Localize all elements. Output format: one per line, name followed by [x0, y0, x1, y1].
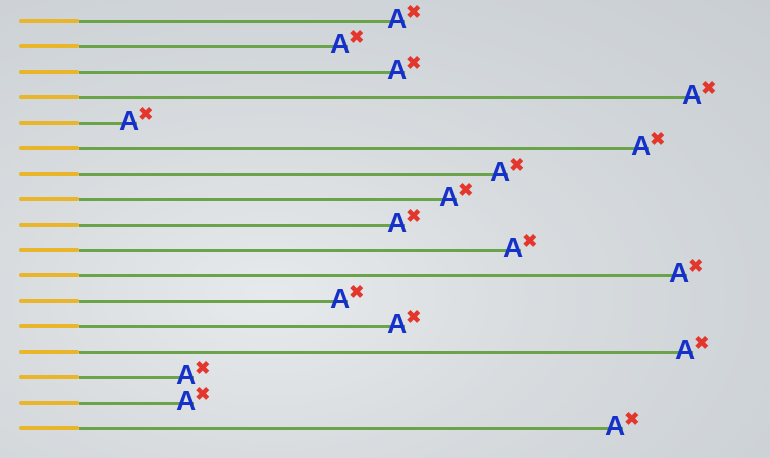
close-icon[interactable]: ✖ — [406, 2, 422, 22]
marker-letter: A — [176, 359, 197, 390]
bar-line — [79, 300, 348, 303]
marker-letter: A — [631, 130, 652, 161]
bar-prefix — [19, 324, 79, 328]
marker-letter: A — [176, 385, 197, 416]
marker-letter: A — [675, 334, 696, 365]
bar-line — [79, 20, 405, 23]
marker-letter: A — [682, 79, 703, 110]
close-icon[interactable]: ✖ — [349, 282, 365, 302]
marker-letter: A — [119, 105, 140, 136]
bar-line — [79, 71, 405, 74]
close-icon[interactable]: ✖ — [195, 384, 211, 404]
bar-prefix — [19, 70, 79, 74]
marker-letter: A — [387, 3, 408, 34]
bar-marker — [439, 180, 474, 212]
close-icon[interactable]: ✖ — [688, 256, 704, 276]
bar-prefix — [19, 299, 79, 303]
bar-marker — [490, 155, 525, 187]
bar-marker — [119, 104, 154, 136]
close-icon[interactable]: ✖ — [458, 180, 474, 200]
bar-prefix — [19, 121, 79, 125]
bar-marker — [682, 78, 717, 110]
bar-marker — [387, 53, 422, 85]
bar-marker — [503, 231, 538, 263]
marker-letter: A — [605, 410, 626, 441]
bar-prefix — [19, 95, 79, 99]
close-icon[interactable]: ✖ — [138, 104, 154, 124]
bar-prefix — [19, 350, 79, 354]
marker-letter: A — [439, 181, 460, 212]
close-icon[interactable]: ✖ — [406, 53, 422, 73]
bar-prefix — [19, 426, 79, 430]
bar-marker — [387, 307, 422, 339]
bar-marker — [330, 282, 365, 314]
bar-line — [79, 249, 521, 252]
marker-letter: A — [387, 54, 408, 85]
close-icon[interactable]: ✖ — [349, 27, 365, 47]
bar-line — [79, 325, 405, 328]
close-icon[interactable]: ✖ — [650, 129, 666, 149]
marker-letter: A — [490, 156, 511, 187]
bar-line — [79, 274, 687, 277]
bar-line — [79, 173, 508, 176]
bar-line — [79, 96, 700, 99]
close-icon[interactable]: ✖ — [522, 231, 538, 251]
bar-line — [79, 427, 623, 430]
bar-marker — [330, 27, 365, 59]
bar-prefix — [19, 44, 79, 48]
bar-marker — [387, 2, 422, 34]
bar-marker — [176, 384, 211, 416]
marker-letter: A — [330, 28, 351, 59]
marker-letter: A — [503, 232, 524, 263]
bar-prefix — [19, 19, 79, 23]
bar-prefix — [19, 172, 79, 176]
bar-prefix — [19, 375, 79, 379]
close-icon[interactable]: ✖ — [406, 307, 422, 327]
bar-prefix — [19, 401, 79, 405]
bar-line — [79, 45, 348, 48]
close-icon[interactable]: ✖ — [406, 206, 422, 226]
bar-prefix — [19, 273, 79, 277]
bar-marker — [631, 129, 666, 161]
bar-line — [79, 351, 693, 354]
marker-letter: A — [387, 308, 408, 339]
close-icon[interactable]: ✖ — [624, 409, 640, 429]
bar-prefix — [19, 248, 79, 252]
bar-marker — [605, 409, 640, 441]
marker-letter: A — [387, 207, 408, 238]
close-icon[interactable]: ✖ — [701, 78, 717, 98]
close-icon[interactable]: ✖ — [509, 155, 525, 175]
marker-letter: A — [330, 283, 351, 314]
bar-line — [79, 198, 457, 201]
bar-marker — [675, 333, 710, 365]
bar-line — [79, 147, 649, 150]
bar-marker — [387, 206, 422, 238]
bar-marker — [669, 256, 704, 288]
bar-line — [79, 224, 405, 227]
marker-letter: A — [669, 257, 690, 288]
close-icon[interactable]: ✖ — [195, 358, 211, 378]
bar-prefix — [19, 197, 79, 201]
bar-prefix — [19, 146, 79, 150]
bar-prefix — [19, 223, 79, 227]
close-icon[interactable]: ✖ — [694, 333, 710, 353]
